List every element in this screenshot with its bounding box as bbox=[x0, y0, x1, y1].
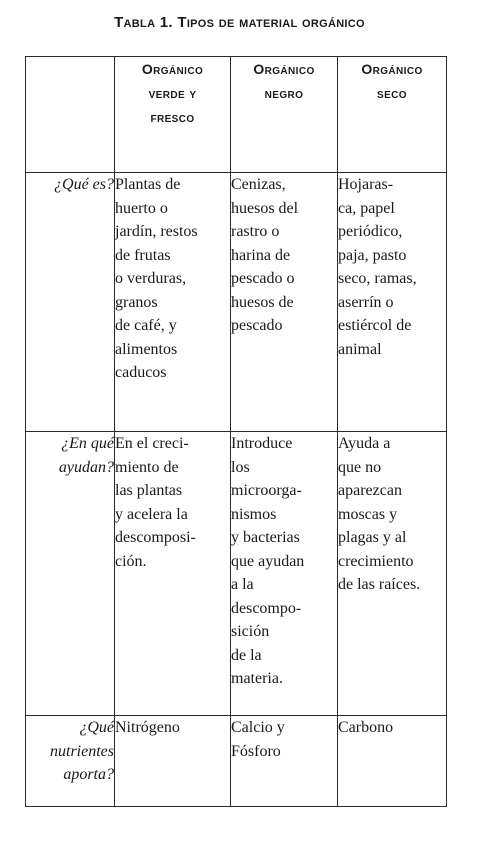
cell-line: y bacterias bbox=[231, 529, 300, 546]
cell-line: los bbox=[231, 458, 250, 476]
cell-line: crecimiento bbox=[338, 552, 414, 570]
cell-line: aserrín o bbox=[338, 293, 394, 311]
table-row-en-que-ayudan bbox=[26, 432, 447, 716]
cell-line: de café, y bbox=[115, 317, 177, 334]
header-line: verde y bbox=[148, 85, 197, 101]
cell-line: granos bbox=[115, 293, 158, 311]
cell-line: ca, papel bbox=[338, 199, 395, 217]
row-label-line: ¿Qué bbox=[79, 719, 114, 736]
cell-seco-ayudan bbox=[338, 432, 447, 716]
cell-line: materia. bbox=[231, 670, 283, 687]
cell-line: microorga- bbox=[231, 482, 302, 499]
cell-line: animal bbox=[338, 340, 382, 358]
header-line: Orgánico bbox=[141, 61, 204, 77]
cell-line: Introduce bbox=[231, 435, 293, 452]
row-label-en-que-ayudan bbox=[26, 432, 115, 716]
organic-material-table bbox=[25, 56, 447, 807]
cell-line: Calcio y bbox=[231, 719, 285, 736]
cell-negro-que-es bbox=[231, 173, 338, 432]
table-row-nutrientes bbox=[26, 716, 447, 807]
header-organico-negro bbox=[231, 57, 338, 173]
cell-line: alimentos bbox=[115, 340, 178, 358]
row-label-que-es bbox=[26, 173, 115, 432]
cell-line: Nitrógeno bbox=[115, 719, 180, 736]
cell-line: Cenizas, bbox=[231, 176, 286, 193]
cell-line: Hojaras- bbox=[338, 176, 394, 193]
cell-seco-que-es bbox=[338, 173, 447, 432]
cell-line: Ayuda a bbox=[338, 435, 391, 452]
cell-line: seco, ramas, bbox=[338, 270, 417, 287]
cell-line: que no bbox=[338, 458, 382, 476]
cell-line: periódico, bbox=[338, 223, 403, 240]
cell-line: a la bbox=[231, 576, 254, 593]
cell-line: huesos del bbox=[231, 199, 299, 217]
cell-line: Fósforo bbox=[231, 742, 281, 760]
cell-line: ción. bbox=[115, 552, 147, 570]
table-header-row bbox=[26, 57, 447, 173]
cell-verde-que-es bbox=[115, 173, 231, 432]
cell-line: huesos de bbox=[231, 293, 294, 311]
cell-line: moscas y bbox=[338, 505, 398, 523]
cell-line: huerto o bbox=[115, 199, 168, 217]
cell-line: pescado bbox=[231, 317, 283, 334]
cell-negro-nutrientes bbox=[231, 716, 338, 807]
header-line: fresco bbox=[150, 109, 195, 125]
cell-line: paja, pasto bbox=[338, 246, 407, 264]
row-label-line: ¿En qué bbox=[61, 435, 114, 452]
cell-negro-ayudan bbox=[231, 432, 338, 716]
row-label-nutrientes bbox=[26, 716, 115, 807]
cell-line: y acelera la bbox=[115, 505, 188, 523]
cell-line: plagas y al bbox=[338, 529, 407, 546]
row-label-line: ayudan? bbox=[58, 458, 114, 476]
cell-seco-nutrientes bbox=[338, 716, 447, 807]
cell-line: estiércol de bbox=[338, 317, 412, 334]
header-line: negro bbox=[264, 85, 304, 101]
cell-line: de frutas bbox=[115, 246, 171, 264]
cell-line: sición bbox=[231, 623, 270, 640]
cell-line: nismos bbox=[231, 505, 277, 523]
cell-line: de las raíces. bbox=[338, 576, 421, 593]
cell-line: descompo- bbox=[231, 599, 302, 617]
table-row-que-es bbox=[26, 173, 447, 432]
header-empty-cell bbox=[26, 57, 115, 173]
cell-line: o verduras, bbox=[115, 270, 187, 287]
cell-line: de la bbox=[231, 646, 262, 664]
header-organico-seco bbox=[338, 57, 447, 173]
cell-line: harina de bbox=[231, 246, 291, 264]
header-line: Orgánico bbox=[253, 61, 315, 77]
row-label-line: ¿Qué es? bbox=[54, 176, 114, 193]
cell-line: Carbono bbox=[338, 719, 394, 736]
cell-verde-nutrientes bbox=[115, 716, 231, 807]
cell-line: aparezcan bbox=[338, 482, 402, 499]
cell-line: las plantas bbox=[115, 482, 183, 499]
cell-line: En el creci- bbox=[115, 435, 189, 452]
cell-line: pescado o bbox=[231, 270, 295, 287]
table-caption: Tabla 1. Tipos de material orgánico bbox=[114, 14, 365, 31]
header-organico-verde-fresco bbox=[115, 57, 231, 173]
cell-verde-ayudan bbox=[115, 432, 231, 716]
cell-line: caducos bbox=[115, 364, 167, 381]
row-label-line: nutrientes bbox=[50, 742, 114, 760]
row-label-line: aporta? bbox=[63, 766, 114, 783]
cell-line: Plantas de bbox=[115, 176, 181, 193]
cell-line: que ayudan bbox=[231, 552, 305, 570]
header-line: seco bbox=[377, 85, 407, 101]
cell-line: jardín, restos bbox=[115, 223, 198, 240]
header-line: Orgánico bbox=[361, 61, 423, 77]
cell-line: descomposi- bbox=[115, 529, 196, 546]
cell-line: rastro o bbox=[231, 223, 280, 240]
cell-line: miento de bbox=[115, 458, 179, 476]
